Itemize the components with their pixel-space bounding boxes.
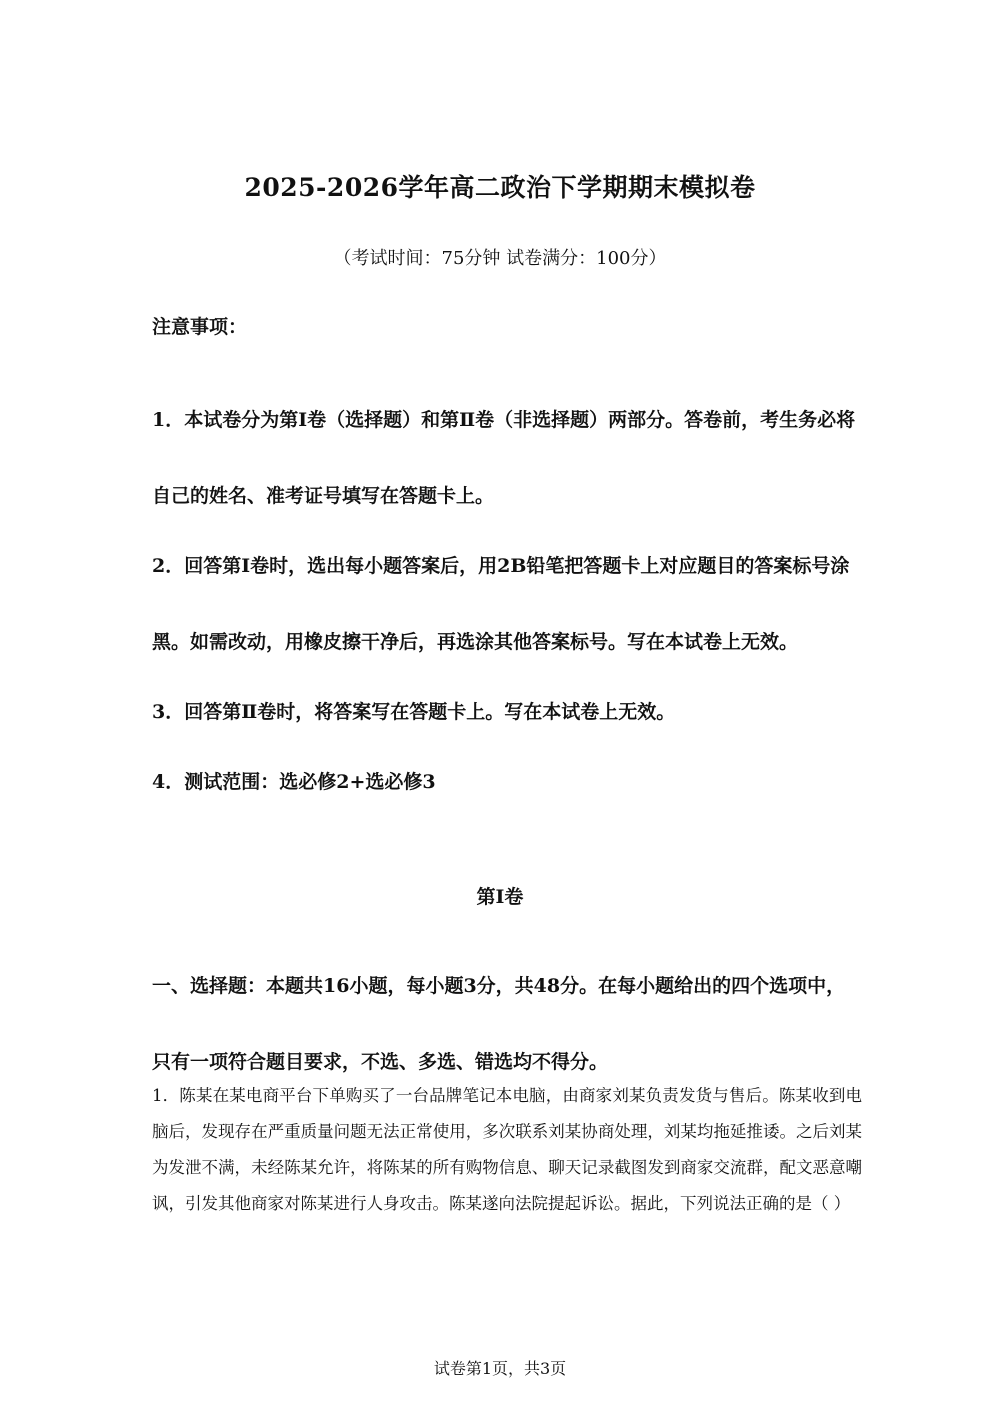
section-title: 一、选择题：本题共16小题，每小题3分，共48分。在每小题给出的四个选项中，只有一项符合题目要求，不选、多选、错选均不得分。	[152, 975, 846, 1073]
question-1: 1．陈某在某电商平台下单购买了一台品牌笔记本电脑，由商家刘某负责发货与售后。陈某收到电脑后，发现存在严重质量问题无法正常使用，多次联系刘某协商处理，刘某均拖延推诿。之后刘某为发泄不满，未经陈某允许，将陈某的所有购物信息、聊天记录截图发到商家交流群，配文恶意嘲讽，引发其他商家对陈某进行人身攻击。陈某遂向法院提起诉讼。据此，下列说法正确的是（ ）	[152, 1086, 862, 1213]
note-item-4: 4．测试范围：选必修2+选必修3	[152, 771, 436, 793]
exam-subtitle: （考试时间：75分钟 试卷满分：100分）	[333, 248, 667, 269]
note-item-2: 2．回答第Ⅰ卷时，选出每小题答案后，用2B铅笔把答题卡上对应题目的答案标号涂黑。如需改动，用橡皮擦干净后，再选涂其他答案标号。写在本试卷上无效。	[152, 555, 850, 653]
notes-heading: 注意事项：	[152, 316, 248, 338]
note-item-1: 1．本试卷分为第Ⅰ卷（选择题）和第Ⅱ卷（非选择题）两部分。答卷前，考生务必将自己的姓名、准考证号填写在答题卡上。	[152, 409, 856, 507]
note-item-3: 3．回答第Ⅱ卷时，将答案写在答题卡上。写在本试卷上无效。	[152, 701, 676, 723]
exam-title: 2025-2026学年高二政治下学期期末模拟卷	[244, 173, 756, 202]
notes-block	[152, 312, 862, 814]
part-title: 第Ⅰ卷	[476, 886, 524, 908]
page-footer: 试卷第1页，共3页	[433, 1359, 567, 1378]
